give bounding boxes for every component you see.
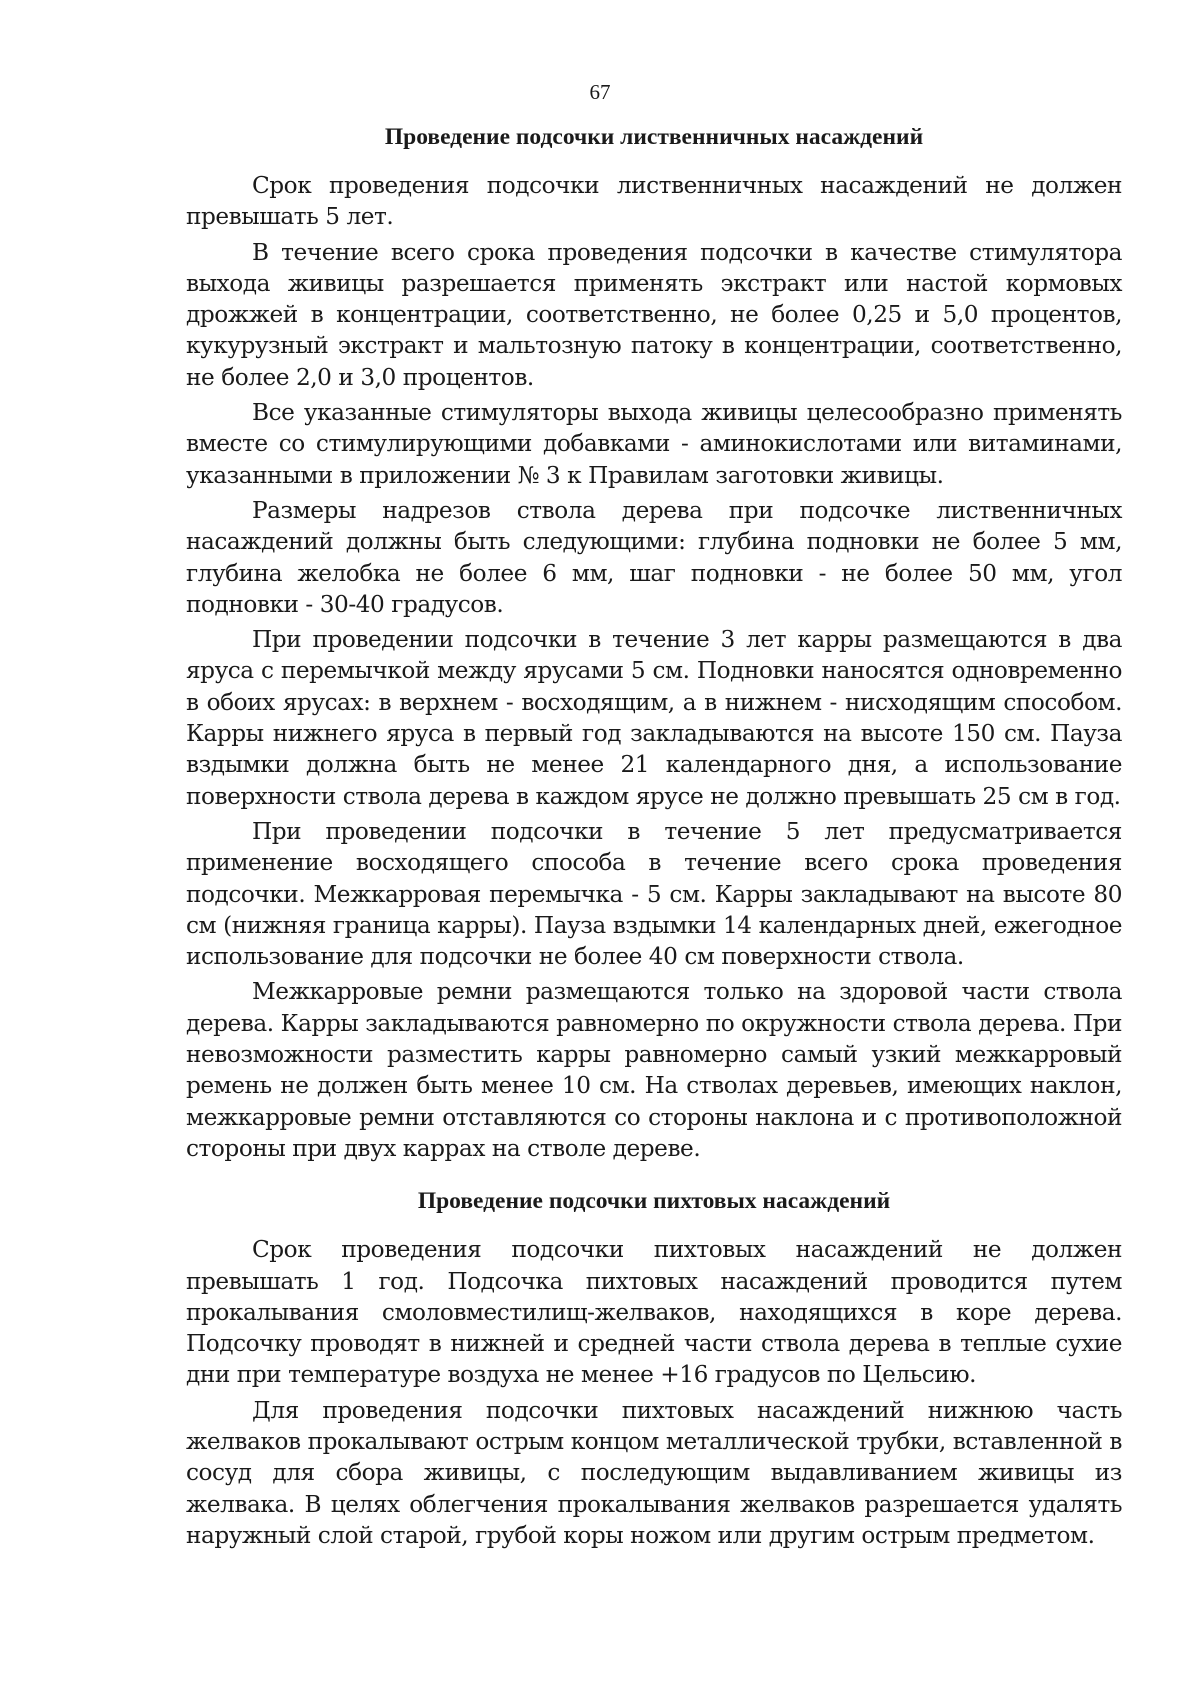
- paragraph: В течение всего срока проведения подсочки в качестве стимулятора выхода живицы разрешается применять экстракт или настой кормовых дрожжей в концентрации, соответственно, не более 0,25 и 5,0 процентов, кукурузный экстракт и мальтозную патоку в концентрации, соответственно, не более 2,0 и 3,0 процентов.: [186, 238, 1122, 391]
- section-title-fir: Проведение подсочки пихтовых насаждений: [417, 1188, 891, 1215]
- paragraph: Все указанные стимуляторы выхода живицы целесообразно применять вместе со стимулирующими добавками - аминокислотами или витаминами, указанными в приложении № 3 к Правилам заготовки живицы.: [186, 399, 1122, 489]
- paragraph: Размеры надрезов ствола дерева при подсочке лиственничных насаждений должны быть следующими: глубина подновки не более 5 мм, глубина желобка не более 6 мм, шаг подновки - не более 50 мм, угол подновки - 30-40 градусов.: [186, 496, 1122, 618]
- paragraph: При проведении подсочки в течение 5 лет предусматривается применение восходящего способа в течение всего срока проведения подсочки. Межкарровая перемычка - 5 см. Карры закладывают на высоте 80 см (нижняя граница карры). Пауза вздымки 14 календарных дней, ежегодное использование для подсочки не более 40 см поверхности ствола.: [186, 817, 1122, 971]
- paragraph: При проведении подсочки в течение 3 лет карры размещаются в два яруса с перемычкой между ярусами 5 см. Подновки наносятся одновременно в обоих ярусах: в верхнем - восходящим, а в нижнем - нисходящим способом. Карры нижнего яруса в первый год закладываются на высоте 150 см. Пауза вздымки должна быть не менее 21 календарного дня, а использование поверхности ствола дерева в каждом ярусе не должно превышать 25 см в год.: [186, 626, 1122, 810]
- paragraph: Срок проведения подсочки лиственничных насаждений не должен превышать 5 лет.: [186, 172, 1122, 231]
- paragraph: Срок проведения подсочки пихтовых насаждений не должен превышать 1 год. Подсочка пихтовых насаждений проводится путем прокалывания смоловместилищ-желваков, находящихся в коре дерева. Подсочку проводят в нижней и средней части ствола дерева в теплые сухие дни при температуре воздуха не менее +16 градусов по Цельсию.: [186, 1236, 1122, 1389]
- paragraph: Для проведения подсочки пихтовых насаждений нижнюю часть желваков прокалывают острым концом металлической трубки, вставленной в сосуд для сбора живицы, с последующим выдавливанием живицы из желвака. В целях облегчения прокалывания желваков разрешается удалять наружный слой старой, грубой коры ножом или другим острым предметом.: [186, 1396, 1122, 1549]
- page-number: 67: [589, 80, 611, 104]
- page-content: [186, 122, 1122, 1555]
- section-title-larch: Проведение подсочки лиственничных насаждений: [384, 124, 924, 150]
- paragraph: Межкарровые ремни размещаются только на здоровой части ствола дерева. Карры закладываются равномерно по окружности ствола дерева. При невозможности разместить карры равномерно самый узкий межкарровый ремень не должен быть менее 10 см. На стволах деревьев, имеющих наклон, межкарровые ремни отставляются со стороны наклона и с противоположной стороны при двух каррах на стволе дереве.: [186, 978, 1122, 1162]
